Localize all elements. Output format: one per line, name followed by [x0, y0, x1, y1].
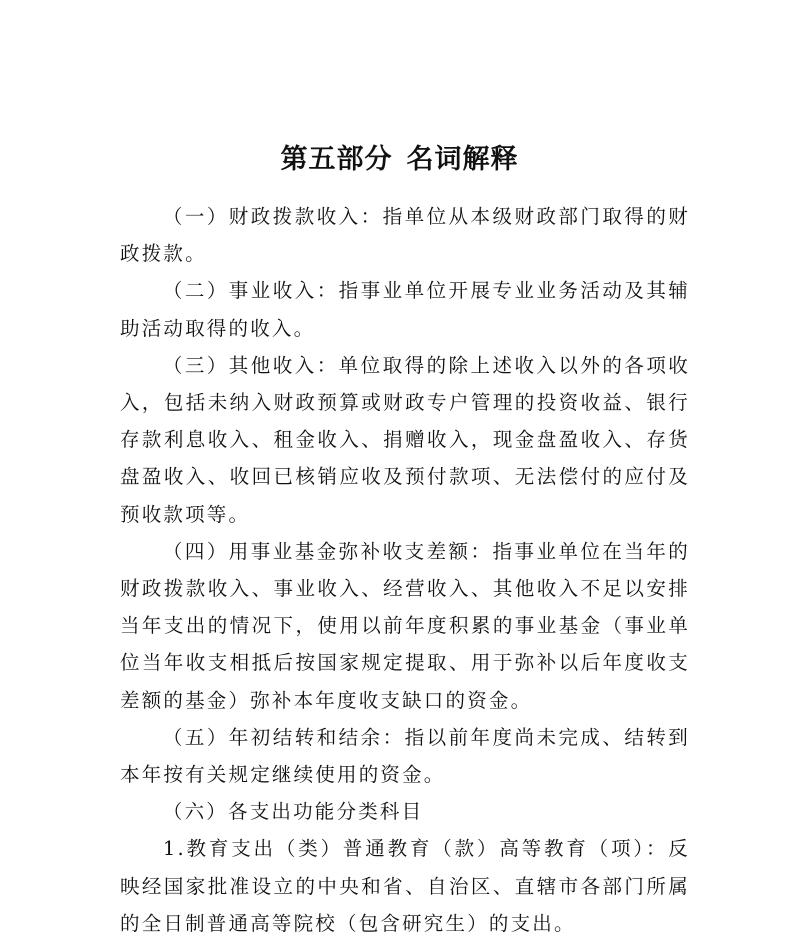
paragraph-education-expenditure: 1.教育支出（类）普通教育（款）高等教育（项）：反映经国家批准设立的中央和省、自治区、直辖市各部门所属的全日制普通高等院校（包含研究生）的支出。: [120, 837, 690, 935]
page-title: [0, 140, 799, 180]
title-part: 第五部分: [280, 144, 393, 175]
title-name: 名词解释: [406, 144, 519, 175]
paragraph-business-income: （二）事业收入：指事业单位开展专业业务活动及其辅助活动取得的收入。: [120, 279, 690, 340]
paragraph-fiscal-appropriation: （一）财政拨款收入：指单位从本级财政部门取得的财政拨款。: [120, 205, 690, 266]
paragraph-business-fund: （四）用事业基金弥补收支差额：指事业单位在当年的财政拨款收入、事业收入、经营收入、其他收入不足以安排当年支出的情况下，使用以前年度积累的事业基金（事业单位当年收支相抵后按国家规定提取、用于弥补以后年度收支差额的基金）弥补本年度收支缺口的资金。: [120, 539, 690, 712]
document-body: [120, 198, 690, 942]
paragraph-expenditure-categories: （六）各支出功能分类科目: [162, 800, 424, 824]
paragraph-carryover: （五）年初结转和结余：指以前年度尚未完成、结转到本年按有关规定继续使用的资金。: [120, 725, 690, 787]
paragraph-other-income: （三）其他收入：单位取得的除上述收入以外的各项收入，包括未纳入财政预算或财政专户管理的投资收益、银行存款利息收入、租金收入、捐赠收入，现金盘盈收入、存货盘盈收入、收回已核销应收及预付款项、无法偿付的应付及预收款项等。: [120, 353, 690, 526]
